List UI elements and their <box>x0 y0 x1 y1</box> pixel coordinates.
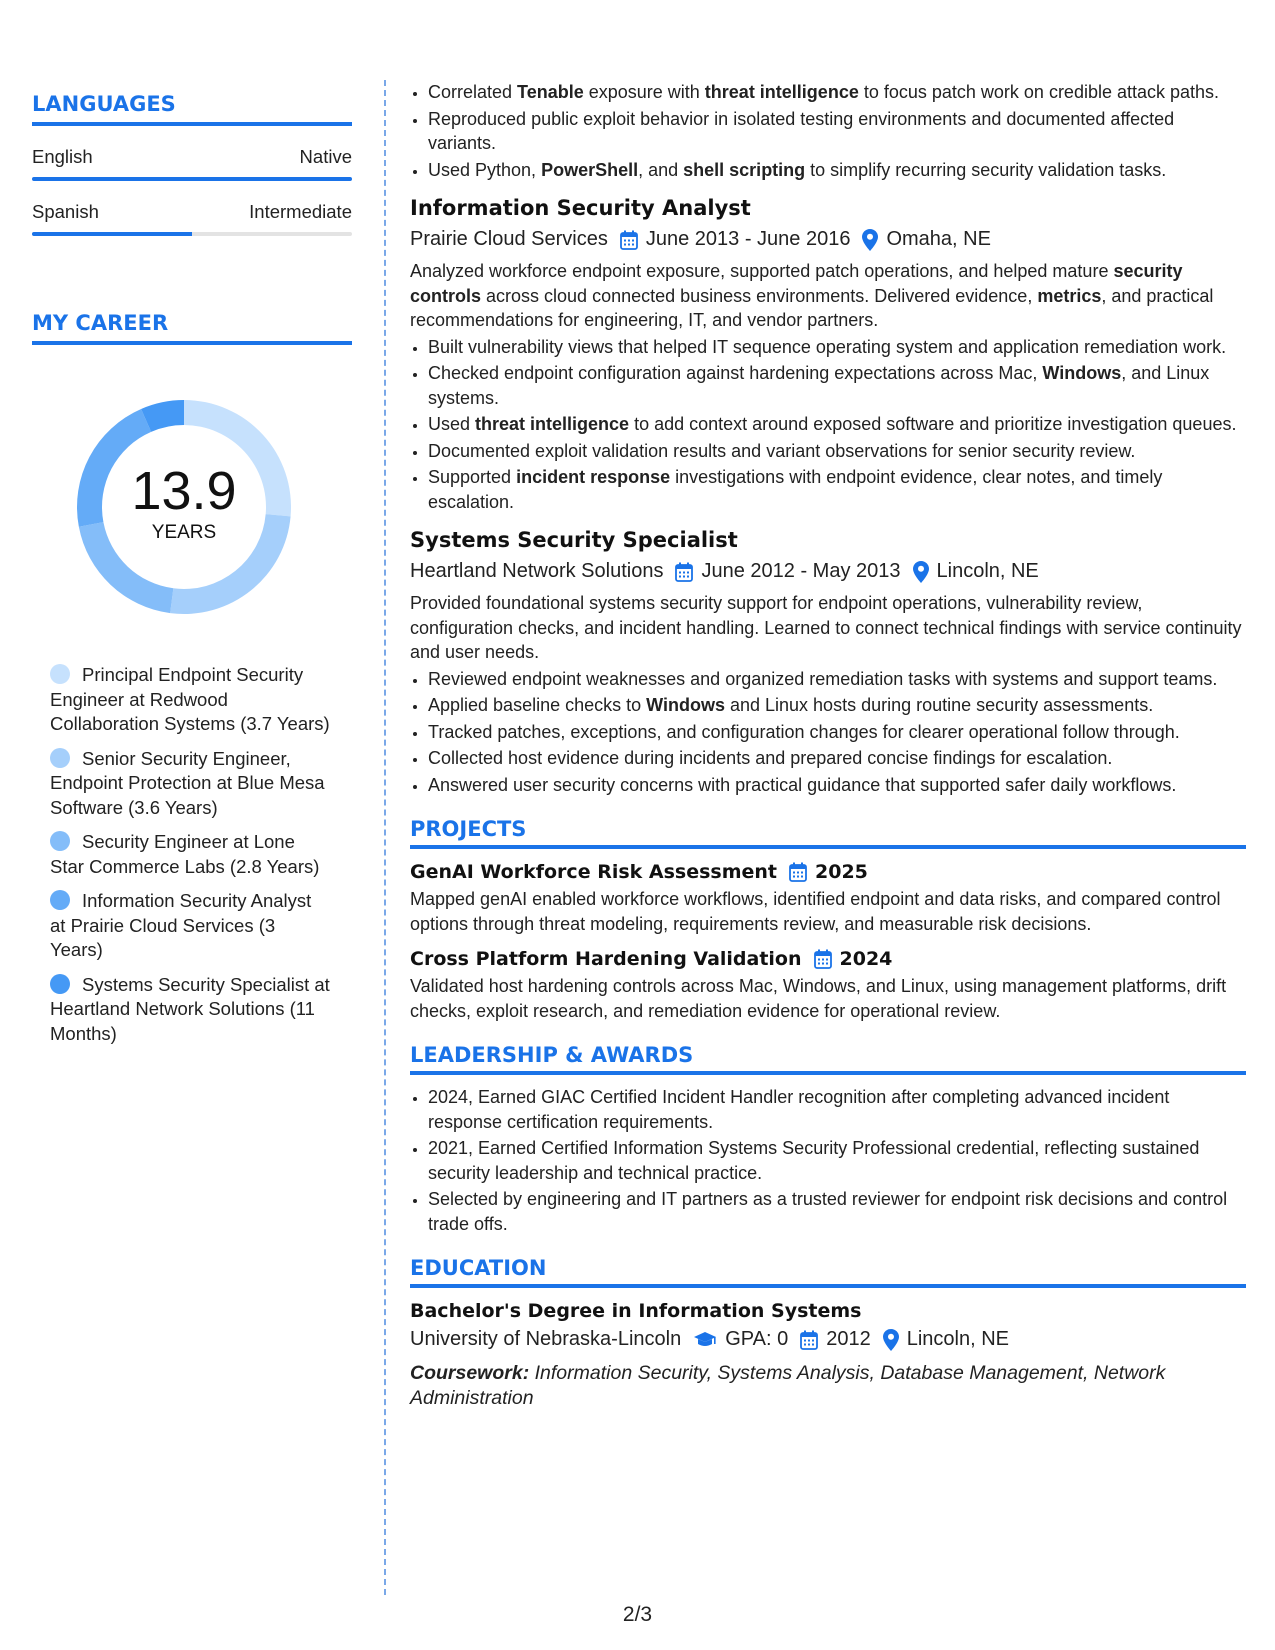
job-title: Information Security Analyst <box>410 196 751 220</box>
language-row <box>32 146 352 168</box>
bullet-item <box>428 746 1246 771</box>
legend-dot <box>50 974 70 994</box>
project-name: Cross Platform Hardening Validation <box>410 948 802 970</box>
language-proficiency-bar <box>32 177 352 181</box>
bullet-item <box>428 439 1246 464</box>
page-number: 2/3 <box>622 1603 653 1626</box>
bullet-item <box>428 693 1246 718</box>
career-legend-item <box>50 889 330 963</box>
company-name: Heartland Network Solutions <box>410 560 664 582</box>
job-dates: June 2013 - June 2016 <box>645 228 851 250</box>
graduation-cap-icon <box>693 1331 717 1349</box>
projects-heading: PROJECTS <box>410 817 1246 849</box>
project-year: 2025 <box>815 861 868 883</box>
experience-list <box>410 196 1246 797</box>
sidebar <box>32 92 352 1056</box>
bold-keyword: Tenable <box>517 82 584 102</box>
bold-keyword: shell scripting <box>683 159 806 180</box>
language-name: Spanish <box>32 201 99 222</box>
calendar-icon <box>789 862 807 882</box>
location-pin-icon <box>883 1329 899 1351</box>
text-run: Collected host evidence during incidents and prepared concise findings for escalation. <box>428 748 1113 768</box>
education-heading: EDUCATION <box>410 1256 1246 1288</box>
text-run: Supported <box>428 467 517 487</box>
school-name: University of Nebraska-Lincoln <box>410 1328 682 1350</box>
text-run: Checked endpoint configuration against hardening expectations across Mac, <box>428 363 1043 383</box>
language-proficiency-fill <box>32 232 192 236</box>
education-meta <box>410 1328 1246 1351</box>
text-run: Applied baseline checks to <box>428 695 647 715</box>
text-run: Tracked patches, exceptions, and configuration changes for clearer operational follow through. <box>428 721 1180 742</box>
career-legend-item <box>50 973 330 1047</box>
text-run: Built vulnerability views that helped IT sequence operating system and application remediation work. <box>428 336 1227 357</box>
text-run: to add context around exposed software and prioritize investigation queues. <box>629 414 1237 434</box>
text-run: Reproduced public exploit behavior in isolated testing environments and documented affected variants. <box>428 108 1175 153</box>
coursework-label: Coursework: <box>410 1362 530 1384</box>
projects-list <box>410 861 1246 1023</box>
text-run: exposure with <box>583 82 705 102</box>
text-run: across cloud connected business environments. Delivered evidence, <box>481 285 1038 306</box>
language-proficiency-bar <box>32 232 352 236</box>
language-proficiency-fill <box>32 177 352 181</box>
job-meta <box>410 228 1246 251</box>
job-meta <box>410 560 1246 583</box>
bold-keyword: PowerShell <box>541 159 639 180</box>
text-run: Answered user security concerns with practical guidance that supported safer daily workflows. <box>428 774 1177 795</box>
awards-heading: LEADERSHIP & AWARDS <box>410 1043 1246 1075</box>
coursework-list: Information Security, Systems Analysis, Database Management, Network Administration <box>410 1362 1166 1409</box>
career-legend <box>50 663 330 1046</box>
award-item: • 2021, Earned Certified Information Systems Security Professional credential, reflecting sustained security leadership and technical practice. <box>428 1136 1246 1185</box>
text-run: to simplify recurring security validation tasks. <box>805 159 1167 180</box>
text-run: and Linux hosts during routine security assessments. <box>724 695 1154 715</box>
legend-label: Systems Security Specialist at Heartland Network Solutions (11 Months) <box>50 973 330 1044</box>
gpa: GPA: 0 <box>725 1328 789 1350</box>
language-name: English <box>32 146 93 167</box>
location-pin-icon <box>913 561 929 583</box>
bullet-item <box>428 158 1246 183</box>
awards-list <box>410 1085 1246 1236</box>
legend-label: Information Security Analyst at Prairie Cloud Services (3 Years) <box>50 890 312 960</box>
text-run: , and practical recommendations for engineering, IT, and vendor partners. <box>410 285 1214 330</box>
language-level: Intermediate <box>249 201 352 222</box>
calendar-icon <box>675 562 693 582</box>
bullet-item <box>428 412 1246 437</box>
career-total-years: 13.9 <box>131 461 237 521</box>
graduation-year: 2012 <box>826 1328 871 1350</box>
text-run: Reviewed endpoint weaknesses and organized remediation tasks with systems and support teams. <box>428 668 1218 689</box>
award-item: • Selected by engineering and IT partners as a trusted reviewer for endpoint risk decisions and control trade offs. <box>428 1187 1246 1236</box>
text-run: Analyzed workforce endpoint exposure, supported patch operations, and helped mature <box>410 261 1114 281</box>
project-year: 2024 <box>839 948 893 970</box>
career-total-unit: YEARS <box>151 522 217 543</box>
bullet-item <box>428 107 1246 156</box>
legend-label: Principal Endpoint Security Engineer at Redwood Collaboration Systems (3.7 Years) <box>50 664 330 734</box>
career-heading: MY CAREER <box>32 311 352 345</box>
legend-label: Senior Security Engineer, Endpoint Protection at Blue Mesa Software (3.6 Years) <box>50 747 325 818</box>
text-run: , and Linux systems. <box>428 363 1210 408</box>
previous-job-bullets <box>410 80 1246 182</box>
legend-label: Security Engineer at Lone Star Commerce Labs (2.8 Years) <box>50 831 320 877</box>
career-legend-item <box>50 747 330 821</box>
career-donut <box>64 387 304 627</box>
bold-keyword: threat intelligence <box>475 414 630 434</box>
column-divider <box>384 80 386 1595</box>
text-run: , and <box>638 159 684 180</box>
bold-keyword: Windows <box>1042 363 1122 383</box>
text-run: Used Python, <box>428 159 542 180</box>
bold-keyword: incident response <box>516 467 671 487</box>
coursework <box>410 1361 1246 1410</box>
project-title <box>410 861 1246 883</box>
career-legend-item <box>50 830 330 879</box>
job-bullets <box>410 667 1246 798</box>
award-item: • 2024, Earned GIAC Certified Incident Handler recognition after completing advanced incident response certification requirements. <box>428 1085 1246 1134</box>
legend-dot <box>50 831 70 851</box>
language-level: Native <box>299 146 352 167</box>
bold-keyword: Windows <box>646 695 725 715</box>
text-run: investigations with endpoint evidence, clear notes, and timely escalation. <box>428 467 1163 512</box>
bold-keyword: threat intelligence <box>704 82 859 102</box>
bullet-item <box>428 335 1246 360</box>
bullet-item <box>428 361 1246 410</box>
bold-keyword: metrics <box>1037 285 1102 306</box>
job-description <box>410 591 1246 665</box>
text-run: Used <box>428 414 476 434</box>
bullet-item <box>428 465 1246 514</box>
language-list <box>32 146 352 236</box>
bullet-item <box>428 773 1246 798</box>
job-location: Omaha, NE <box>886 228 991 250</box>
job-dates: June 2012 - May 2013 <box>701 560 901 582</box>
calendar-icon <box>620 230 638 250</box>
project-description: Mapped genAI enabled workforce workflows, identified endpoint and data risks, and compared control options through threat modeling, requirements review, and measurable risk decisions. <box>410 889 1221 934</box>
bullet-item <box>428 667 1246 692</box>
legend-dot <box>50 664 70 684</box>
bullet-item <box>428 720 1246 745</box>
education-location: Lincoln, NE <box>906 1328 1010 1350</box>
job-title: Systems Security Specialist <box>410 528 738 552</box>
degree-title: Bachelor's Degree in Information Systems <box>410 1300 862 1322</box>
job-description <box>410 259 1246 333</box>
text-run: Provided foundational systems security support for endpoint operations, vulnerability review, configuration checks, and incident handling. Learned to connect technical findings with service continuity and user needs. <box>410 593 1242 662</box>
text-run: Documented exploit validation results and variant observations for senior security review. <box>428 440 1136 461</box>
location-pin-icon <box>862 229 878 251</box>
project-description: Validated host hardening controls across Mac, Windows, and Linux, using management platforms, drift checks, exploit research, and remediation evidence for operational review. <box>410 976 1227 1021</box>
text-run: to focus patch work on credible attack paths. <box>858 82 1220 102</box>
job-bullets <box>410 335 1246 515</box>
project-name: GenAI Workforce Risk Assessment <box>410 861 778 883</box>
bold-keyword: security controls <box>410 261 1183 306</box>
career-legend-item <box>50 663 330 737</box>
legend-dot <box>50 748 70 768</box>
job-location: Lincoln, NE <box>936 560 1039 582</box>
main-content <box>410 80 1246 1410</box>
legend-dot <box>50 890 70 910</box>
company-name: Prairie Cloud Services <box>410 228 608 250</box>
calendar-icon <box>814 949 832 969</box>
project-title <box>410 948 1246 970</box>
text-run: Correlated <box>428 82 518 102</box>
calendar-icon <box>800 1330 818 1350</box>
bullet-item <box>428 80 1246 105</box>
language-row <box>32 201 352 223</box>
languages-heading: LANGUAGES <box>32 92 352 126</box>
